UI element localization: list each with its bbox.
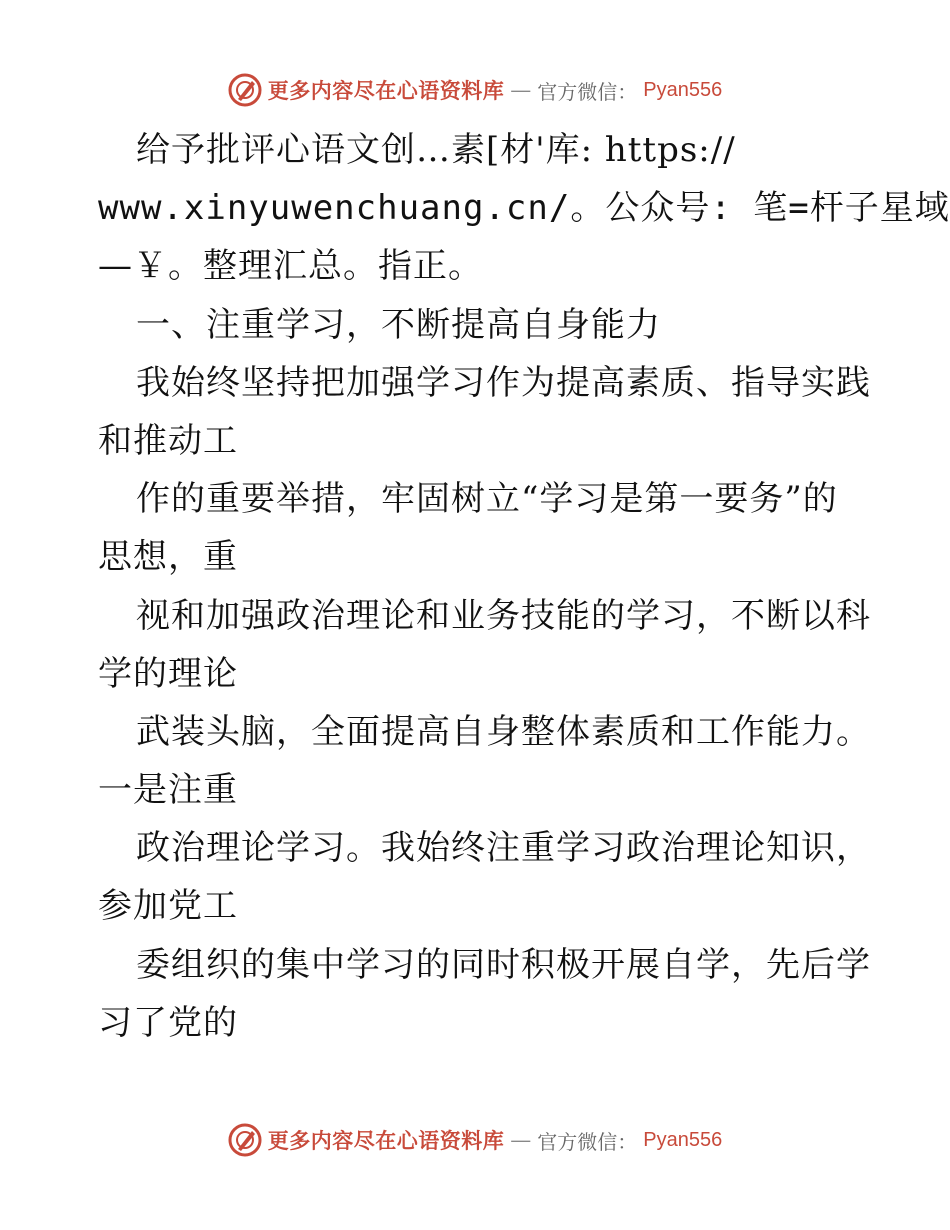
doc-line: 我始终坚持把加强学习作为提高素质、指导实践 [136,362,871,403]
header-separator: — [510,78,532,102]
document-body [98,121,950,1052]
doc-line: 思想，重 [98,537,238,578]
header-wechat-label: 官方微信： [537,79,638,104]
doc-line: —￥。整理汇总。指正。 [98,246,483,287]
section-heading: 一、注重学习，不断提高自身能力 [136,304,661,345]
footer-banner [0,1120,950,1160]
doc-line: 作的重要举措，牢固树立“学习是第一要务”的 [136,479,838,520]
header-banner [0,70,950,110]
brand-logo-icon [228,1123,262,1157]
footer-separator: — [510,1128,532,1152]
header-brand-text: 更多内容尽在心语资料库 [267,78,505,103]
footer-wechat-id: Pyan556 [643,1128,723,1151]
footer-brand-text: 更多内容尽在心语资料库 [267,1128,505,1153]
footer-wechat-label: 官方微信： [537,1129,638,1154]
doc-line: 给予批评心语文创…素[材'库: https:// [136,130,736,170]
doc-line: www.xinyuwenchuang.cn/。公众号: 笔=杆子星域 [98,188,950,229]
brand-logo-icon [228,73,262,107]
doc-line: 视和加强政治理论和业务技能的学习，不断以科 [136,595,871,636]
doc-line: 参加党工 [98,886,238,927]
doc-line: 学的理论 [98,653,238,694]
doc-line: 一是注重 [98,770,238,811]
doc-line: 委组织的集中学习的同时积极开展自学，先后学 [136,944,871,985]
header-wechat-id: Pyan556 [643,78,723,101]
doc-line: 武装头脑，全面提高自身整体素质和工作能力。 [136,711,871,752]
doc-line: 政治理论学习。我始终注重学习政治理论知识， [136,828,871,869]
doc-line: 和推动工 [98,420,238,461]
doc-line: 习了党的 [98,1002,238,1043]
